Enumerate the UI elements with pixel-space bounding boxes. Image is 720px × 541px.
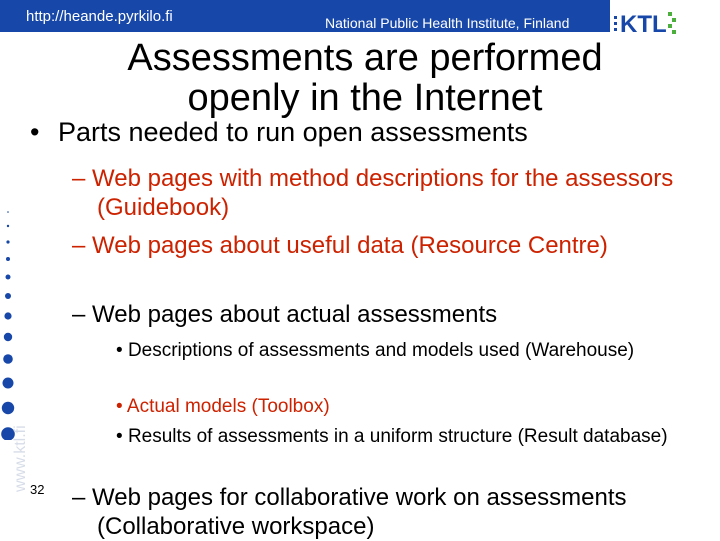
subsub-item-text: Descriptions of assessments and models used (Warehouse) xyxy=(127,340,635,361)
main-bullet-text: Parts needed to run open assessments xyxy=(58,117,528,147)
dash-marker: – xyxy=(72,484,86,511)
bullet-marker: • xyxy=(116,426,123,447)
sub-item-text: Web pages about actual assessments xyxy=(92,301,498,328)
subsub-item-toolbox xyxy=(116,396,692,418)
bullet-marker: • xyxy=(116,396,123,417)
bullet-marker: • xyxy=(116,340,123,361)
main-bullet xyxy=(30,117,528,148)
sub-item-actual-assessments xyxy=(72,300,717,329)
sidebar-url[interactable]: www.ktl.fi xyxy=(12,425,29,492)
ktl-logo xyxy=(614,10,678,36)
sub-item-text: Web pages with method descriptions for the assessors (Guidebook) xyxy=(92,165,674,221)
sub-item-collaborative-workspace xyxy=(72,483,717,541)
header-url[interactable]: http://heande.pyrkilo.fi xyxy=(26,8,173,25)
header-organization: National Public Health Institute, Finland xyxy=(325,15,570,31)
title-line-2: openly in the Internet xyxy=(187,77,543,119)
subsub-item-text: Results of assessments in a uniform structure (Result database) xyxy=(127,426,668,447)
sub-item-resource-centre xyxy=(72,231,717,260)
sub-item-text: Web pages about useful data (Resource Centre) xyxy=(92,232,608,259)
decorative-dots xyxy=(0,210,24,440)
subsub-item-warehouse xyxy=(116,340,692,362)
title-line-1: Assessments are performed xyxy=(127,37,603,79)
subsub-item-text: Actual models (Toolbox) xyxy=(126,396,330,417)
sub-item-guidebook xyxy=(72,164,717,222)
ktl-logo-text: KTL xyxy=(620,11,667,36)
bullet-marker: • xyxy=(30,117,40,147)
dash-marker: – xyxy=(72,232,86,259)
dash-marker: – xyxy=(72,165,86,192)
slide-number: 32 xyxy=(30,482,45,497)
dash-marker: – xyxy=(72,301,86,328)
subsub-item-result-database xyxy=(116,426,692,448)
slide-title xyxy=(60,38,670,118)
sub-item-text: Web pages for collaborative work on assessments (Collaborative workspace) xyxy=(92,484,627,540)
